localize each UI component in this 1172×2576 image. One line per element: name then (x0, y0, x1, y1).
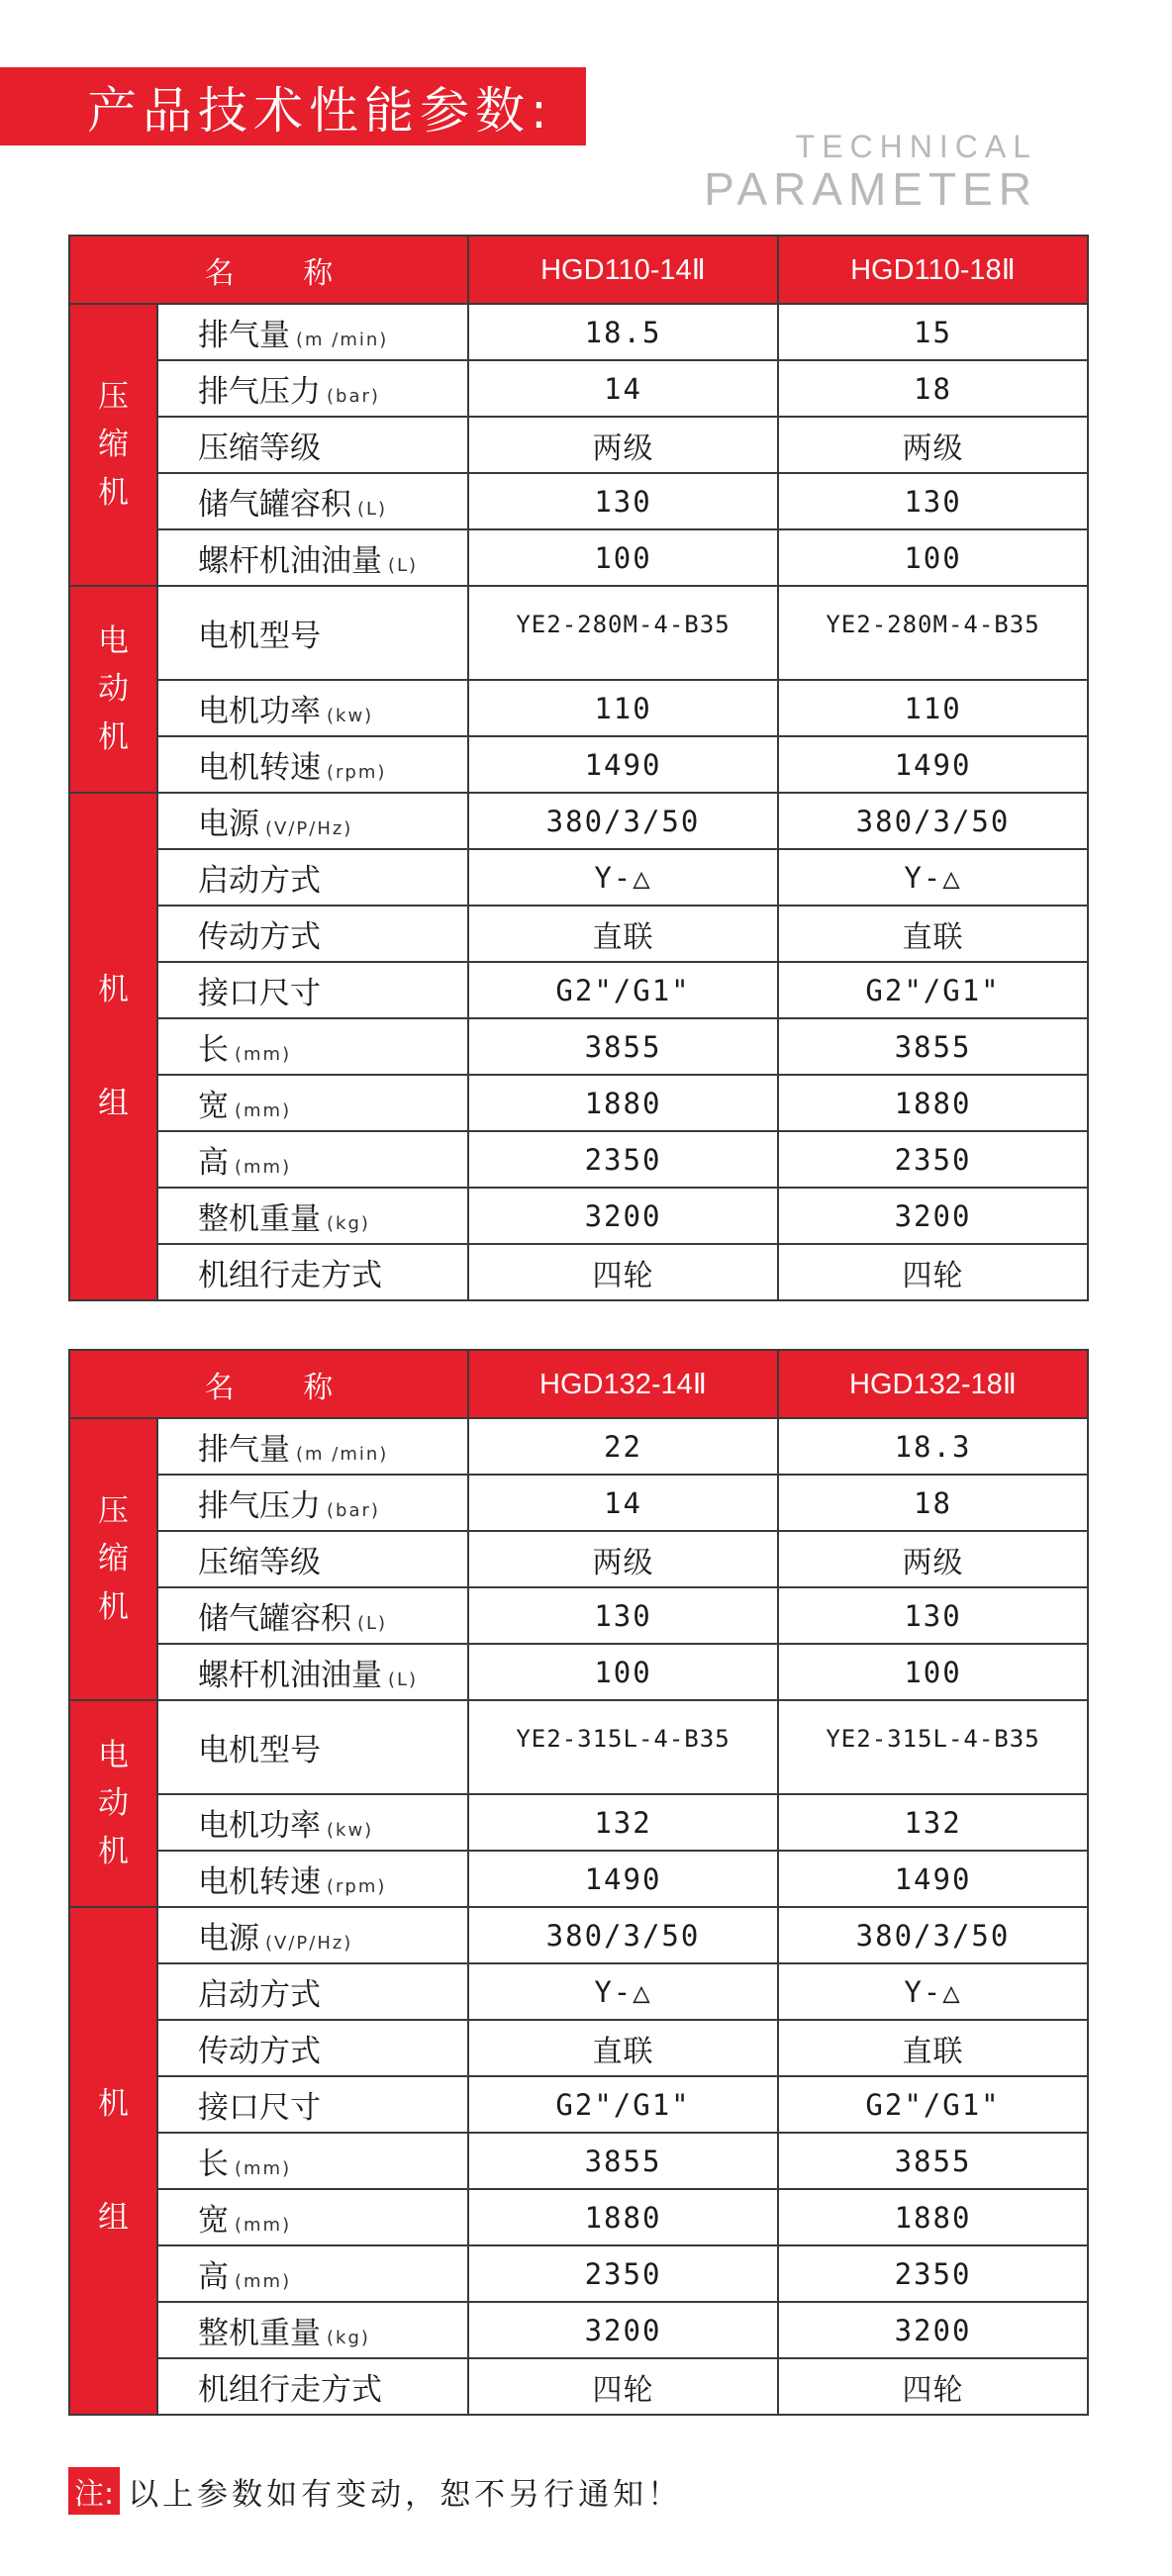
table-row (69, 793, 1088, 849)
table-row (69, 2358, 1088, 2415)
param-label: 螺杆机油油量 (198, 1658, 382, 1693)
value-cell: 1880 (468, 2189, 778, 2245)
value-cell: 1880 (778, 1075, 1088, 1131)
table-row (69, 586, 1088, 680)
value-cell: 110 (468, 680, 778, 736)
param-unit: (kw) (327, 1820, 374, 1841)
param-unit: (rpm) (327, 762, 387, 783)
value-cell: 1490 (778, 1851, 1088, 1907)
spec-table-1 (68, 235, 1089, 1301)
table-row (69, 962, 1088, 1018)
param-label: 储气罐容积 (198, 1601, 351, 1637)
param-unit: (bar) (327, 1500, 380, 1521)
param-label-cell (157, 2358, 468, 2415)
table-row (69, 1587, 1088, 1644)
value-cell: 2350 (778, 2245, 1088, 2302)
param-unit: (mm) (235, 1157, 292, 1178)
param-label: 高 (198, 1145, 229, 1181)
table-row (69, 2076, 1088, 2133)
param-unit: (kw) (327, 706, 374, 726)
value-cell: 3855 (778, 2133, 1088, 2189)
param-label: 宽 (198, 2203, 229, 2239)
param-unit: (V/P/Hz) (265, 818, 353, 839)
param-unit: (L) (388, 555, 419, 576)
table-row (69, 1188, 1088, 1244)
group-char: 电 (98, 1738, 129, 1774)
value-cell: 2350 (778, 1131, 1088, 1188)
value-cell: 18.5 (468, 304, 778, 360)
group-cell (69, 793, 157, 1300)
table-row (69, 736, 1088, 793)
param-unit: (V/P/Hz) (265, 1933, 353, 1954)
value-cell: 3200 (468, 2302, 778, 2358)
param-label-cell (157, 1907, 468, 1963)
param-unit: (kg) (327, 1213, 370, 1234)
group-cell (69, 304, 157, 586)
param-label-cell (157, 529, 468, 586)
param-label-cell (157, 360, 468, 417)
param-label: 接口尺寸 (198, 2090, 321, 2126)
param-unit: (mm) (235, 1100, 292, 1121)
param-label: 排气压力 (198, 374, 321, 410)
spec-table-2 (68, 1349, 1089, 2416)
param-label-cell (157, 304, 468, 360)
table-row (69, 1851, 1088, 1907)
value-cell: 3200 (778, 2302, 1088, 2358)
param-label: 排气量 (198, 1432, 290, 1468)
param-label-cell (157, 586, 468, 680)
group-char: 压 (98, 1493, 129, 1530)
group-char: 机 (98, 971, 129, 1007)
group-cell (69, 586, 157, 793)
param-label: 压缩等级 (198, 430, 321, 466)
param-label-cell (157, 1851, 468, 1907)
param-label: 螺杆机油油量 (198, 543, 382, 579)
param-label: 电机型号 (198, 619, 321, 654)
value-cell: 两级 (468, 1531, 778, 1587)
param-label: 机组行走方式 (198, 1258, 382, 1293)
table-row (69, 1244, 1088, 1300)
value-cell: 380/3/50 (468, 1907, 778, 1963)
group-char: 动 (98, 671, 129, 708)
table-row (69, 2189, 1088, 2245)
table-row (69, 1131, 1088, 1188)
param-label-cell (157, 962, 468, 1018)
group-char: 缩 (98, 1541, 129, 1577)
param-label-cell (157, 1644, 468, 1700)
param-label-cell (157, 1794, 468, 1851)
table-header-row (69, 1350, 1088, 1418)
value-cell: 130 (468, 1587, 778, 1644)
model-header-1: HGD110-14Ⅱ (468, 236, 778, 304)
value-cell: 四轮 (468, 1244, 778, 1300)
value-cell: Y-△ (778, 1963, 1088, 2020)
value-cell: Y-△ (468, 1963, 778, 2020)
group-char: 机 (98, 1833, 129, 1869)
param-label: 启动方式 (198, 1977, 321, 2013)
param-label: 长 (198, 1032, 229, 1068)
param-label: 排气量 (198, 318, 290, 353)
value-cell: 18 (778, 1475, 1088, 1531)
table-row (69, 2020, 1088, 2076)
model-header-2: HGD110-18Ⅱ (778, 236, 1088, 304)
group-char: 缩 (98, 427, 129, 463)
table-row (69, 1418, 1088, 1475)
param-label-cell (157, 849, 468, 906)
title-band (0, 67, 586, 145)
footnote (68, 2467, 682, 2515)
param-unit: (mm) (235, 2271, 292, 2292)
value-cell: YE2-280M-4-B35 (778, 586, 1088, 680)
param-unit: (bar) (327, 386, 380, 407)
param-unit: (L) (388, 1670, 419, 1690)
param-label-cell (157, 2245, 468, 2302)
value-cell: 110 (778, 680, 1088, 736)
value-cell: G2"/G1" (468, 2076, 778, 2133)
value-cell: 14 (468, 360, 778, 417)
group-char: 电 (98, 623, 129, 660)
table-row (69, 1644, 1088, 1700)
param-label-cell (157, 906, 468, 962)
param-label-cell (157, 793, 468, 849)
group-char: 组 (98, 1085, 129, 1121)
value-cell: 3855 (468, 1018, 778, 1075)
param-unit: (L) (357, 1613, 388, 1634)
value-cell: 3855 (468, 2133, 778, 2189)
param-label-cell (157, 1188, 468, 1244)
value-cell: 两级 (468, 417, 778, 473)
value-cell: 3200 (468, 1188, 778, 1244)
group-char: 机 (98, 718, 129, 755)
note-text: 以上参数如有变动，恕不另行通知！ (128, 2476, 683, 2513)
group-char: 组 (98, 2199, 129, 2236)
model-header-2: HGD132-18Ⅱ (778, 1350, 1088, 1418)
param-label: 电机转速 (198, 750, 321, 786)
param-label: 电源 (198, 1921, 259, 1956)
param-label-cell (157, 417, 468, 473)
note-tag: 注: (68, 2467, 120, 2515)
table-row (69, 1700, 1088, 1794)
param-label: 接口尺寸 (198, 976, 321, 1011)
param-label-cell (157, 473, 468, 529)
param-unit: (rpm) (327, 1876, 387, 1897)
value-cell: 130 (778, 473, 1088, 529)
value-cell: YE2-280M-4-B35 (468, 586, 778, 680)
group-char: 机 (98, 474, 129, 511)
value-cell: 1490 (778, 736, 1088, 793)
param-label: 传动方式 (198, 2034, 321, 2069)
value-cell: 四轮 (778, 1244, 1088, 1300)
technical-parameter-caption (704, 129, 1037, 215)
param-label-cell (157, 2020, 468, 2076)
param-label-cell (157, 1131, 468, 1188)
value-cell: 14 (468, 1475, 778, 1531)
value-cell: 直联 (468, 906, 778, 962)
value-cell: 100 (778, 1644, 1088, 1700)
value-cell: 380/3/50 (778, 1907, 1088, 1963)
value-cell: 380/3/50 (778, 793, 1088, 849)
value-cell: 直联 (778, 2020, 1088, 2076)
value-cell: 四轮 (468, 2358, 778, 2415)
param-label-cell (157, 1475, 468, 1531)
value-cell: 两级 (778, 1531, 1088, 1587)
value-cell: G2"/G1" (778, 2076, 1088, 2133)
value-cell: 130 (468, 473, 778, 529)
table-row (69, 906, 1088, 962)
group-cell (69, 1907, 157, 2415)
param-label: 高 (198, 2259, 229, 2295)
param-unit: (kg) (327, 2328, 370, 2348)
param-label: 电机功率 (198, 694, 321, 729)
value-cell: 1490 (468, 1851, 778, 1907)
param-label: 传动方式 (198, 919, 321, 955)
table-row (69, 473, 1088, 529)
param-label-cell (157, 1018, 468, 1075)
value-cell: 1880 (468, 1075, 778, 1131)
value-cell: 100 (468, 1644, 778, 1700)
param-label: 排气压力 (198, 1488, 321, 1524)
param-label-cell (157, 2189, 468, 2245)
value-cell: 3855 (778, 1018, 1088, 1075)
value-cell: 130 (778, 1587, 1088, 1644)
name-header-cell: 名 称 (69, 1350, 468, 1418)
value-cell: 1490 (468, 736, 778, 793)
table-row (69, 2133, 1088, 2189)
param-label-cell (157, 2133, 468, 2189)
table-row (69, 2302, 1088, 2358)
value-cell: 四轮 (778, 2358, 1088, 2415)
group-cell (69, 1700, 157, 1907)
table-row (69, 2245, 1088, 2302)
table-row (69, 1794, 1088, 1851)
param-unit: (mm) (235, 2215, 292, 2236)
group-char: 机 (98, 2085, 129, 2122)
value-cell: 132 (468, 1794, 778, 1851)
value-cell: 3200 (778, 1188, 1088, 1244)
value-cell: 直联 (778, 906, 1088, 962)
table-row (69, 360, 1088, 417)
table-row (69, 1963, 1088, 2020)
param-label: 储气罐容积 (198, 487, 351, 523)
param-label: 启动方式 (198, 863, 321, 899)
value-cell: Y-△ (468, 849, 778, 906)
table-row (69, 849, 1088, 906)
caption-line-1: TECHNICAL (795, 129, 1037, 164)
table-row (69, 1075, 1088, 1131)
value-cell: 2350 (468, 1131, 778, 1188)
table-row (69, 680, 1088, 736)
table-row (69, 1907, 1088, 1963)
value-cell: 直联 (468, 2020, 778, 2076)
param-label: 电机转速 (198, 1864, 321, 1900)
param-label-cell (157, 1418, 468, 1475)
value-cell: 22 (468, 1418, 778, 1475)
param-label: 电机功率 (198, 1808, 321, 1844)
group-char: 压 (98, 379, 129, 416)
param-label: 整机重量 (198, 2316, 321, 2351)
param-unit: (m /min) (296, 330, 389, 350)
value-cell: 100 (778, 529, 1088, 586)
value-cell: 两级 (778, 417, 1088, 473)
param-label: 整机重量 (198, 1201, 321, 1237)
group-char: 动 (98, 1785, 129, 1822)
param-label-cell (157, 2302, 468, 2358)
table-row (69, 304, 1088, 360)
value-cell: 1880 (778, 2189, 1088, 2245)
param-label-cell (157, 1531, 468, 1587)
param-label-cell (157, 1075, 468, 1131)
param-label-cell (157, 1963, 468, 2020)
param-label-cell (157, 736, 468, 793)
value-cell: 380/3/50 (468, 793, 778, 849)
param-label: 压缩等级 (198, 1545, 321, 1580)
param-label-cell (157, 680, 468, 736)
table-row (69, 1018, 1088, 1075)
param-label: 宽 (198, 1089, 229, 1124)
param-label: 电机型号 (198, 1733, 321, 1768)
value-cell: 18.3 (778, 1418, 1088, 1475)
group-cell (69, 1418, 157, 1700)
param-unit: (m /min) (296, 1444, 389, 1465)
value-cell: 15 (778, 304, 1088, 360)
param-label-cell (157, 1700, 468, 1794)
page-title: 产品技术性能参数: (87, 81, 553, 140)
param-label-cell (157, 2076, 468, 2133)
value-cell: Y-△ (778, 849, 1088, 906)
table-row (69, 417, 1088, 473)
name-header-cell: 名 称 (69, 236, 468, 304)
value-cell: 18 (778, 360, 1088, 417)
param-label: 长 (198, 2147, 229, 2182)
model-header-1: HGD132-14Ⅱ (468, 1350, 778, 1418)
value-cell: YE2-315L-4-B35 (778, 1700, 1088, 1794)
value-cell: 132 (778, 1794, 1088, 1851)
value-cell: YE2-315L-4-B35 (468, 1700, 778, 1794)
table-row (69, 1531, 1088, 1587)
value-cell: G2"/G1" (468, 962, 778, 1018)
param-label-cell (157, 1587, 468, 1644)
caption-line-2: PARAMETER (704, 163, 1037, 215)
value-cell: 100 (468, 529, 778, 586)
param-unit: (L) (357, 499, 388, 520)
param-unit: (mm) (235, 1044, 292, 1065)
param-label: 电源 (198, 807, 259, 842)
param-unit: (mm) (235, 2158, 292, 2179)
group-char: 机 (98, 1588, 129, 1625)
table-row (69, 1475, 1088, 1531)
param-label: 机组行走方式 (198, 2372, 382, 2408)
table-header-row (69, 236, 1088, 304)
value-cell: G2"/G1" (778, 962, 1088, 1018)
value-cell: 2350 (468, 2245, 778, 2302)
table-row (69, 529, 1088, 586)
param-label-cell (157, 1244, 468, 1300)
